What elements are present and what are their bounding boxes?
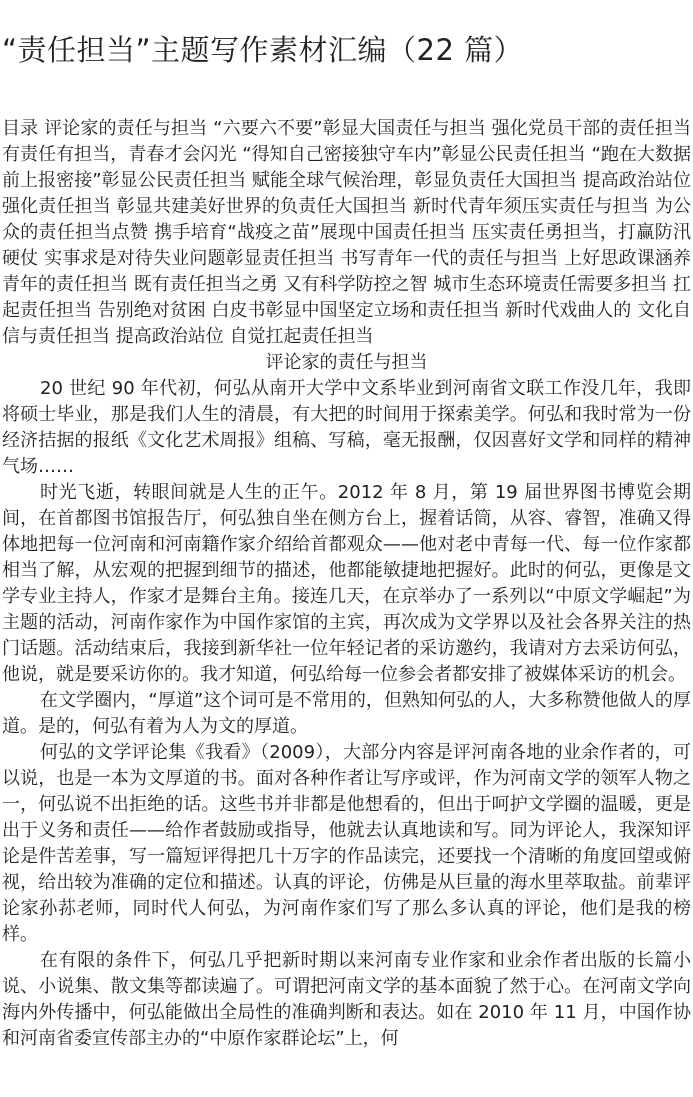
body-paragraph-4: 何弘的文学评论集《我看》（2009），大部分内容是评河南各地的业余作者的，可以说，也是一本为文厚道的书。面对各种作者让写序或评，作为河南文学的领军人物之一，何弘说不出拒绝的话。这些书并非都是他想看的，但出于呵护文学圈的温暖，更是出于义务和责任——给作者鼓励或指导，他就去认真地读和写。同为评论人，我深知评论是件苦差事，写一篇短评得把几十万字的作品读完，还要找一个清晰的角度回望或俯视，给出较为准确的定位和描述。认真的评论，仿佛是从巨量的海水里萃取盐。前辈评论家孙荪老师，同时代人何弘，为河南作家们写了那么多认真的评论，他们是我的榜样。 <box>2 742 691 945</box>
section-heading: 评论家的责任与担当 <box>265 352 428 373</box>
body-paragraph-5: 在有限的条件下，何弘几乎把新时期以来河南专业作家和业余作者出版的长篇小说、小说集、散文集等都读遍了。可谓把河南文学的基本面貌了然于心。在河南文学向海内外传播中，何弘能做出全局性的准确判断和表达。如在 2010 年 11 月，中国作协和河南省委宣传部主办的“中原作家群论坛”上，何 <box>2 950 691 1049</box>
table-of-contents: 目录 评论家的责任与担当 “六要六不要”彰显大国责任与担当 强化党员干部的责任担当 有责任有担当，青春才会闪光 “得知自己密接独守车内”彰显公民责任担当 “跑在大数据前上报密接”彰显公民责任担当 赋能全球气候治理，彰显负责任大国担当 提高政治站位 强化责任担当 彰显共建美好世界的负责任大国担当 新时代青年须压实责任与担当 为公众的责任担当点赞 携手培育“战疫之苗”展现中国责任担当 压实责任勇担当，打赢防汛硬仗 实事求是对待失业问题彰显责任担当 书写青年一代的责任与担当 上好思政课涵养青年的责任担当 既有责任担当之勇 又有科学防控之智 城市生态环境责任需要多担当 扛起责任担当 告别绝对贫困 白皮书彰显中国坚定立场和责任担当 新时代戏曲人的 文化自信与责任担当 提高政治站位 自觉扛起责任担当 <box>2 118 691 347</box>
document-title: “责任担当”主题写作素材汇编（22 篇） <box>2 33 524 67</box>
body-paragraph-3: 在文学圈内，“厚道”这个词可是不常用的，但熟知何弘的人，大多称赞他做人的厚道。是的，何弘有着为人为文的厚道。 <box>2 690 691 737</box>
body-paragraph-1: 20 世纪 90 年代初，何弘从南开大学中文系毕业到河南省文联工作没几年，我即将硕士毕业，那是我们人生的清晨，有大把的时间用于探索美学。何弘和我时常为一份经济拮据的报纸《文化艺术周报》组稿、写稿，毫无报酬，仅因喜好文学和同样的精神气场…… <box>2 378 691 477</box>
body-paragraph-2: 时光飞逝，转眼间就是人生的正午。2012 年 8 月，第 19 届世界图书博览会期间，在首都图书馆报告厅，何弘独自坐在侧方台上，握着话筒，从容、睿智，准确又得体地把每一位河南和河南籍作家介绍给首都观众——他对老中青每一代、每一位作家都相当了解，从宏观的把握到细节的描述，他都能敏捷地把握好。此时的何弘，更像是文学专业主持人，作家才是舞台主角。接连几天，在京举办了一系列以“中原文学崛起”为主题的活动，河南作家作为中国作家馆的主宾，再次成为文学界以及社会各界关注的热门话题。活动结束后，我接到新华社一位年轻记者的采访邀约，我请对方去采访何弘，他说，就是要采访你的。我才知道，何弘给每一位参会者都安排了被媒体采访的机会。 <box>2 482 691 685</box>
